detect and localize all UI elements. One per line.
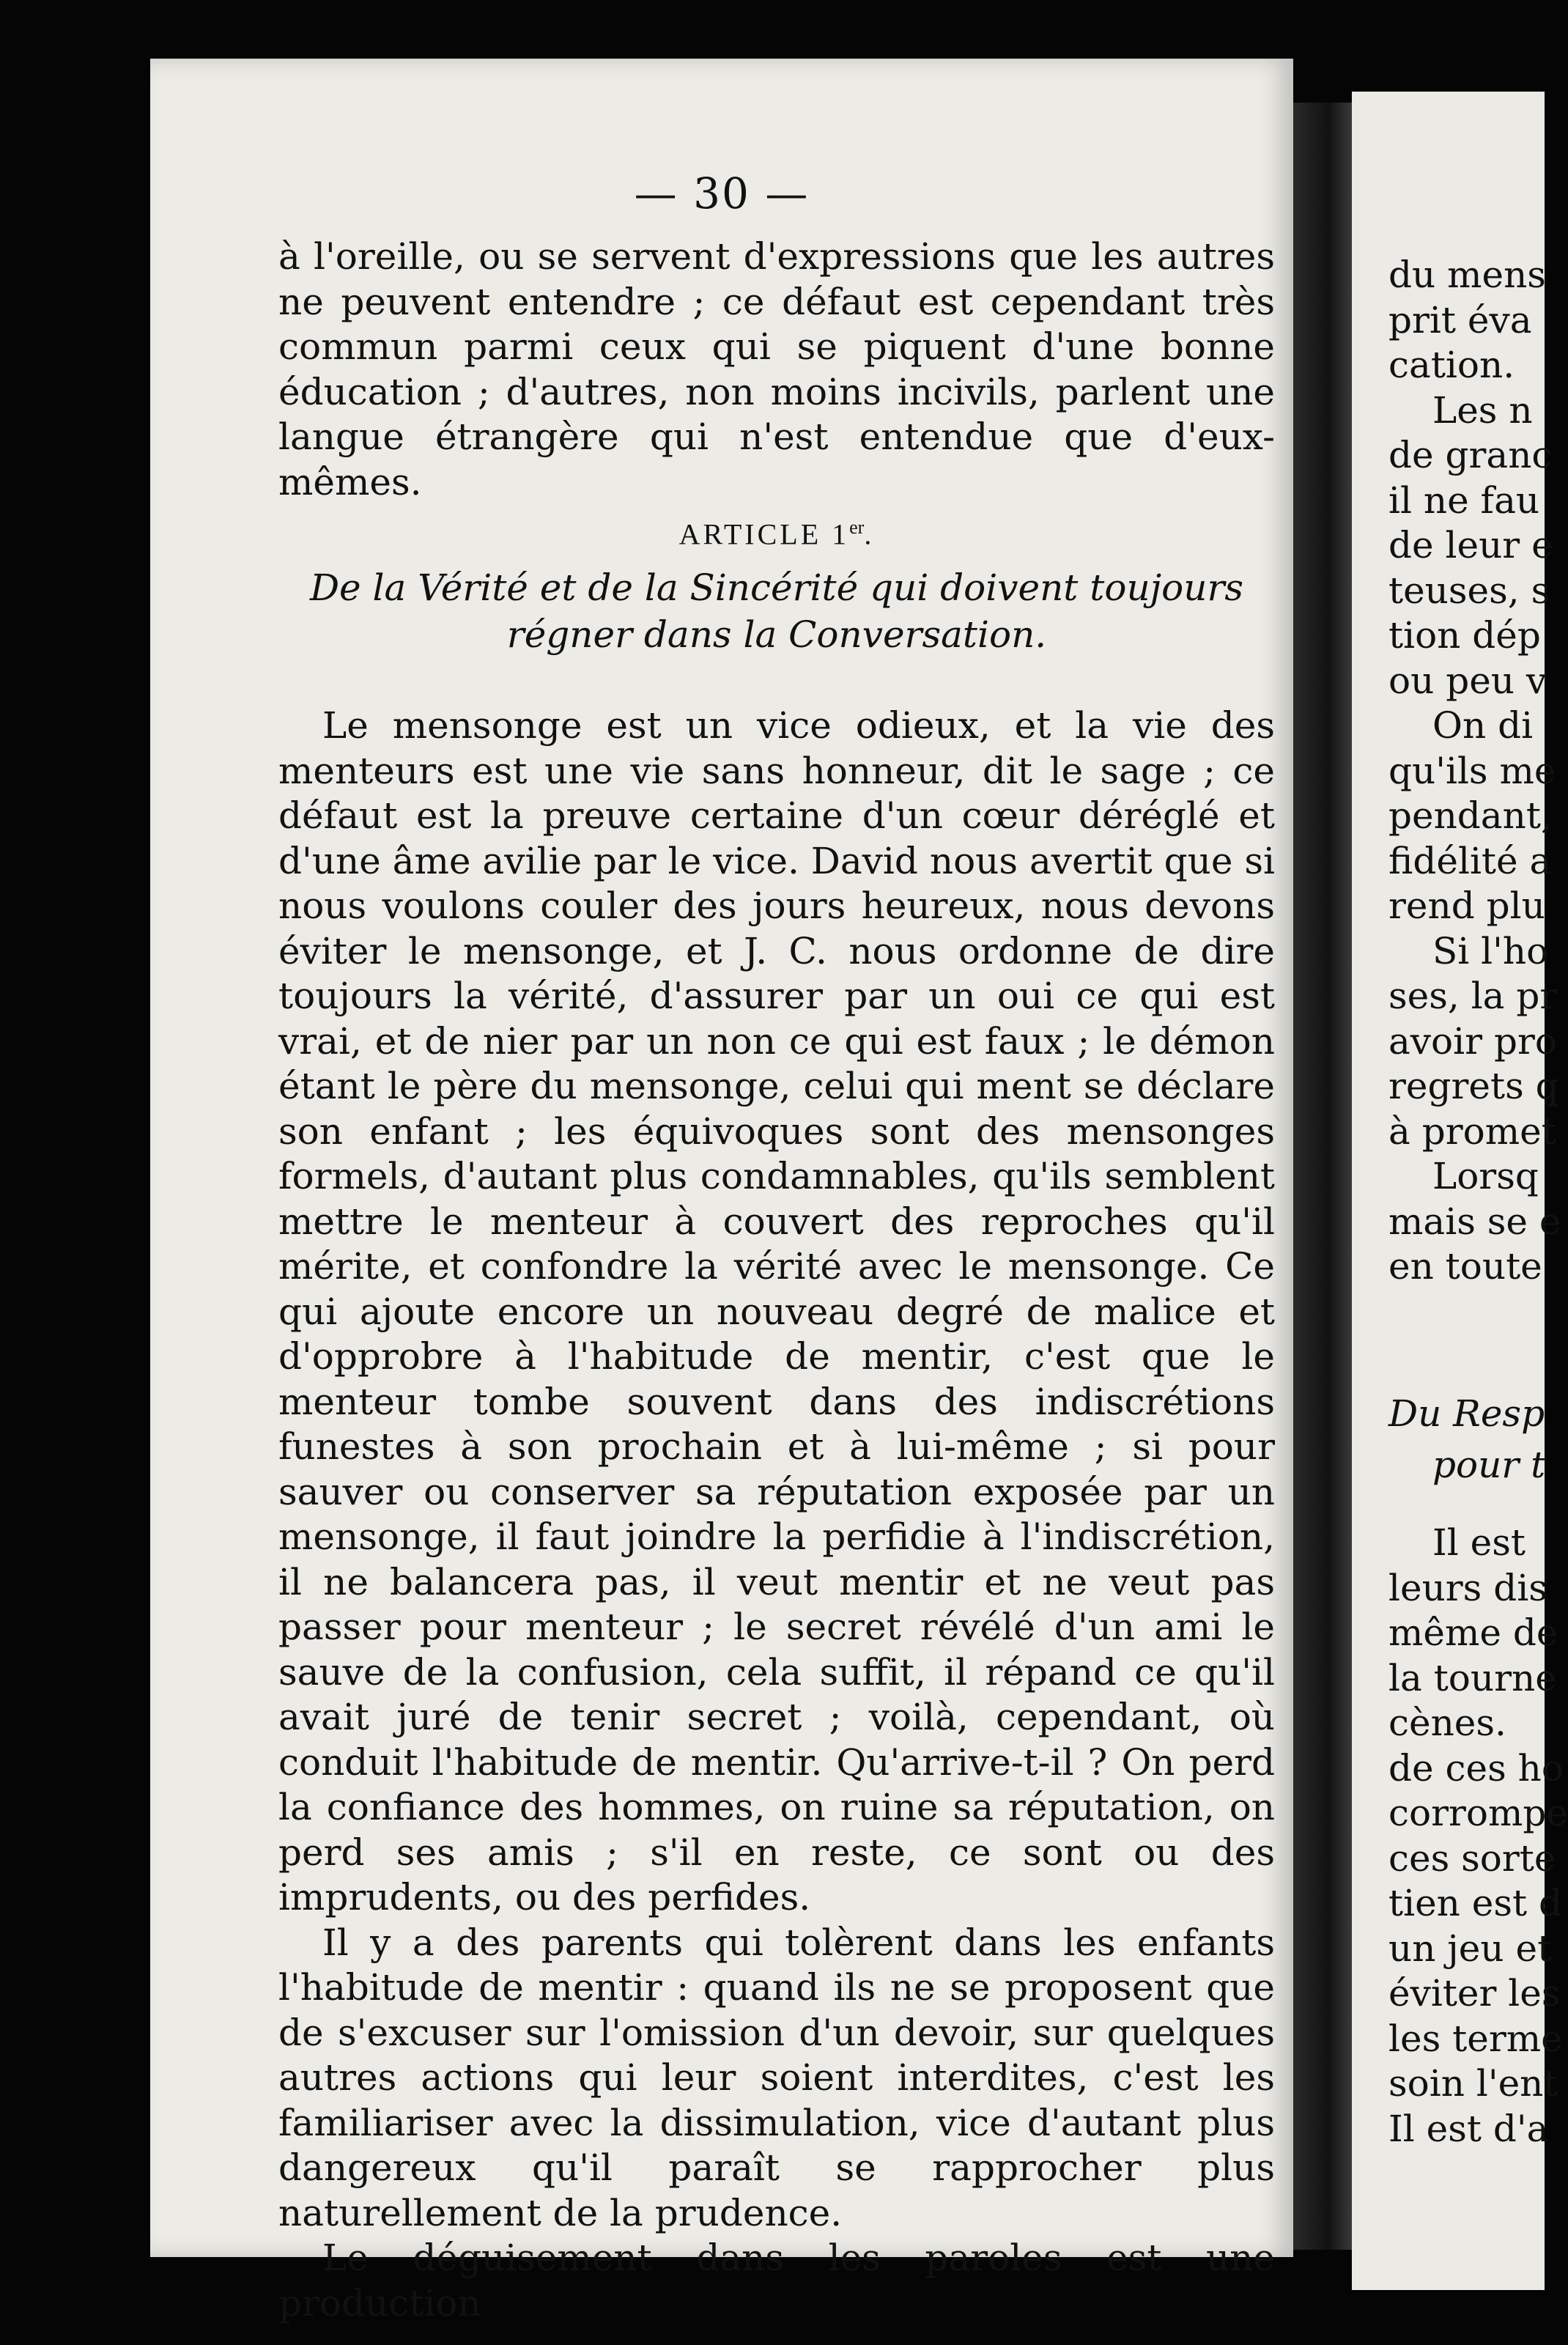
book-gutter xyxy=(1293,103,1352,2250)
right-page-line: rend plu xyxy=(1388,885,1545,927)
right-page xyxy=(1352,92,1568,2290)
right-page-line: la tourne xyxy=(1388,1657,1557,1699)
right-page-line: de ces ho xyxy=(1388,1747,1564,1790)
continuation-paragraph xyxy=(278,234,1275,505)
right-page-line: ou peu v xyxy=(1388,660,1547,702)
right-page-line: Lorsq xyxy=(1432,1155,1539,1197)
article-heading xyxy=(278,517,1275,551)
right-page-line: On di xyxy=(1432,704,1534,747)
paragraph: Il y a des parents qui tolèrent dans les enfants l'habitude de mentir : quand ils ne se proposent que de s'excuser sur l'omission d'un devoir, sur quelques autres actions qui leur soient interdites, c'est les familiariser avec la dissimulation, vice d'autant plus dangereux qu'il paraît se rapprocher plus naturellement de la prudence. xyxy=(278,1921,1275,2234)
right-page-line: cation. xyxy=(1388,344,1515,386)
article-label-superscript: er xyxy=(849,517,865,538)
right-page-line: ces sorte xyxy=(1388,1837,1556,1880)
right-page-line: fidélité a xyxy=(1388,840,1552,882)
right-page-line: soin l'ent xyxy=(1388,2062,1558,2105)
right-page-line: tion dép xyxy=(1388,614,1541,657)
right-page-line: un jeu et xyxy=(1388,1927,1553,1970)
right-page-line: même de xyxy=(1388,1611,1558,1654)
right-page-line: leurs dis xyxy=(1388,1567,1547,1609)
right-page-line: en toute xyxy=(1388,1245,1542,1288)
right-page-line: corrompe xyxy=(1388,1792,1568,1834)
page-number: — 30 — xyxy=(634,169,810,218)
article-body xyxy=(278,704,1275,2326)
right-page-line: pendant, xyxy=(1388,794,1553,837)
right-page-line: les terme xyxy=(1388,2017,1563,2060)
right-page-line: de leur e xyxy=(1388,524,1553,566)
right-page-line: prit éva xyxy=(1388,299,1532,341)
paragraph: Le mensonge est un vice odieux, et la vie des menteurs est une vie sans honneur, dit le sage ; ce défaut est la preuve certaine d'un cœur déréglé et d'une âme avilie par le vice. David nous avertit que si nous voulons couler des jours heureux, nous devons éviter le mensonge, et J. C. nous ordonne de dire toujours la vérité, d'assurer par un oui ce qui est vrai, et de nier par un non ce qui est faux ; le démon étant le père du mensonge, celui qui ment se déclare son enfant ; les équivoques sont des mensonges formels, d'autant plus condamnables, qu'ils semblent mettre le menteur à couvert des reproches qu'il mérite, et confondre la vérité avec le mensonge. Ce qui ajoute encore un nouveau degré de malice et d'opprobre à l'habitude de mentir, c'est que le menteur tombe souvent dans des indiscrétions funestes à son prochain et à lui-même ; si pour sauver ou conserver sa réputation exposée par un mensonge, il faut joindre la perfidie à l'indiscrétion, il ne balancera pas, il veut mentir et ne veut pas passer pour menteur ; le secret révélé d'un ami le sauve de la confusion, cela suffit, il répand ce qu'il avait juré de tenir secret ; voilà, cependant, où conduit l'habitude de mentir. Qu'arrive-t-il ? On perd la confiance des hommes, on ruine sa réputation, on perd ses amis ; s'il en reste, ce sont ou des imprudents, ou des perfides. xyxy=(278,704,1275,1919)
right-page-line: du mens xyxy=(1388,254,1546,296)
right-page-line: Il est xyxy=(1432,1521,1526,1564)
right-page-line: éviter les xyxy=(1388,1972,1561,2015)
right-page-line: de granc xyxy=(1388,434,1553,476)
right-page-line: à promet xyxy=(1388,1110,1556,1153)
left-page xyxy=(150,59,1293,2324)
right-page-line: avoir pro xyxy=(1388,1020,1557,1063)
continuation-text: à l'oreille, ou se servent d'expressions que les autres ne peuvent entendre ; ce défaut est cependant très commun parmi ceux qui se piquent d'une bonne éducation ; d'autres, non moins incivils, parlent une langue étrangère qui n'est entendue que d'eux-mêmes. xyxy=(278,235,1275,503)
right-page-heading: Du Resp xyxy=(1388,1392,1545,1435)
right-page-heading: pour t xyxy=(1432,1444,1546,1486)
right-page-line: il ne fau xyxy=(1388,479,1540,522)
paragraph: Le déguisement dans les paroles est une production xyxy=(278,2237,1275,2324)
right-page-line: Il est d'a xyxy=(1388,2108,1549,2150)
right-page-line: Les n xyxy=(1432,389,1533,432)
right-page-line: regrets q xyxy=(1388,1065,1559,1107)
right-page-line: qu'ils me xyxy=(1388,750,1556,792)
article-label: ARTICLE 1 xyxy=(678,517,850,551)
article-label-end: . xyxy=(864,517,875,551)
right-page-line: tien est d xyxy=(1388,1882,1563,1924)
article-subtitle: De la Vérité et de la Sincérité qui doivent toujours régner dans la Conversation. xyxy=(309,566,1244,656)
right-page-line: Si l'ho xyxy=(1432,930,1549,972)
right-page-line: teuses, s xyxy=(1388,569,1550,612)
right-page-line: mais se e xyxy=(1388,1200,1561,1243)
right-page-line: ses, la pr xyxy=(1388,975,1558,1017)
right-page-line: cènes. xyxy=(1388,1702,1506,1744)
